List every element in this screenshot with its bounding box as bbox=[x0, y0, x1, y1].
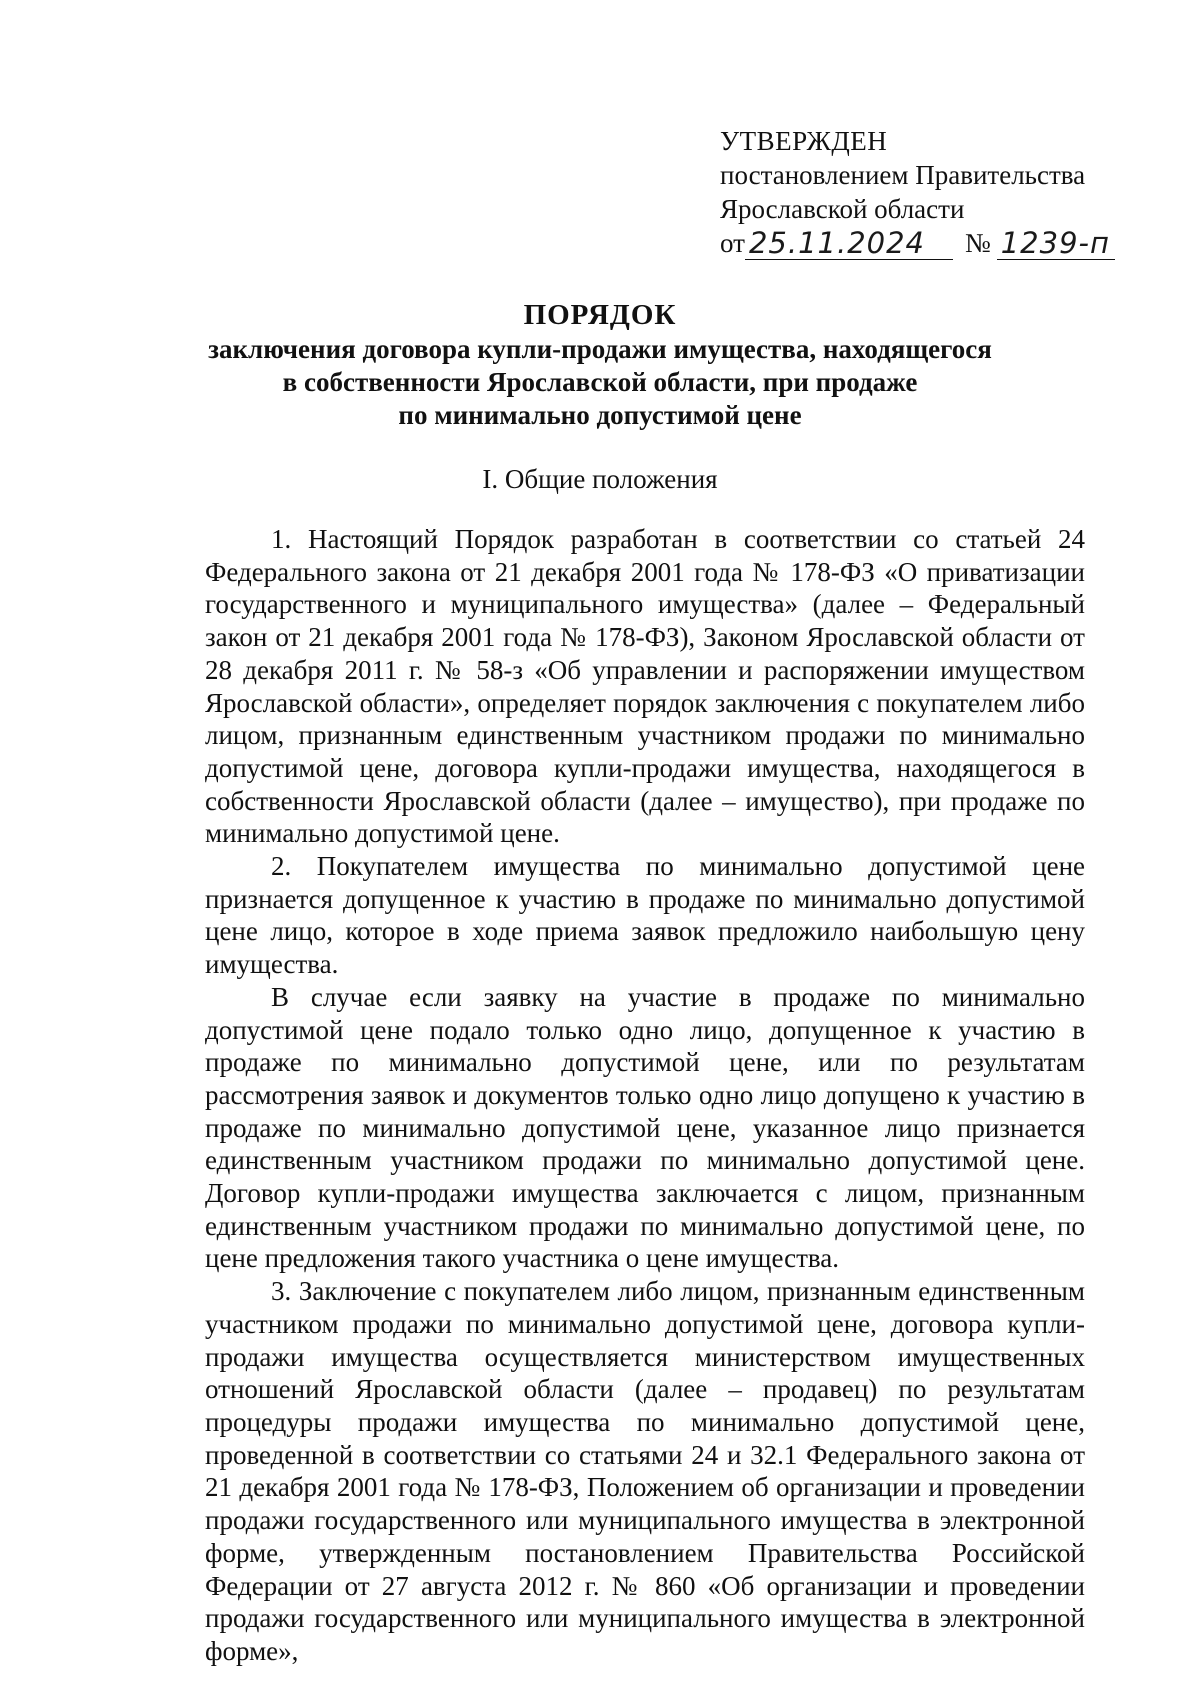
number-sign: № bbox=[964, 228, 991, 258]
title-sub-line-1: заключения договора купли-продажи имущества, находящегося bbox=[208, 334, 992, 364]
approval-stamp bbox=[720, 124, 1115, 260]
title-sub-line-3: по минимально допустимой цене bbox=[398, 400, 802, 430]
paragraph-1: 1. Настоящий Порядок разработан в соответствии со статьей 24 Федерального закона от 21 декабря 2001 года № 178-ФЗ «О приватизации государственного и муниципального имущества» (далее – Федеральный закон от 21 декабря 2001 года № 178-ФЗ), Законом Ярославской области от 28 декабря 2011 г. № 58-з «Об управлении и распоряжении имуществом Ярославской области», определяет порядок заключения с покупателем либо лицом, признанным единственным участником продажи по минимально допустимой цене, договора купли-продажи имущества, находящегося в собственности Ярославской области (далее – имущество), при продаже по минимально допустимой цене. bbox=[205, 524, 1085, 849]
approval-date-line bbox=[720, 226, 1115, 260]
approval-line-1: постановлением Правительства bbox=[720, 160, 1086, 190]
title-sub-line-2: в собственности Ярославской области, при продаже bbox=[282, 367, 918, 397]
document-body bbox=[205, 523, 1085, 1668]
approval-line-2: Ярославской области bbox=[720, 194, 965, 224]
document-title bbox=[0, 297, 1200, 432]
handwritten-number: 1239-п bbox=[1000, 226, 1110, 260]
number-field bbox=[997, 228, 1115, 260]
date-field bbox=[745, 228, 953, 260]
title-main: ПОРЯДОК bbox=[523, 299, 677, 331]
paragraph-2: 2. Покупателем имущества по минимально допустимой цене признается допущенное к участию в продаже по минимально допустимой цене лицо, которое в ходе приема заявок предложило наибольшую цену имущества. bbox=[205, 851, 1085, 980]
date-prefix: от bbox=[720, 228, 745, 258]
paragraph-3: В случае если заявку на участие в продаже по минимально допустимой цене подало только одно лицо, допущенное к участию в продаже по минимально допустимой цене, или по результатам рассмотрения заявок и документов только одно лицо допущено к участию в продаже по минимально допустимой цене, указанное лицо признается единственным участником продажи по минимально допустимой цене. Договор купли-продажи имущества заключается с лицом, признанным единственным участником продажи по минимально допустимой цене, по цене предложения такого участника о цене имущества. bbox=[205, 981, 1085, 1274]
handwritten-date: 25.11.2024 bbox=[748, 226, 925, 260]
paragraph-4: 3. Заключение с покупателем либо лицом, признанным единственным участником продажи по минимально допустимой цене, договора купли-продажи имущества осуществляется министерством имущественных отношений Ярославской области (далее – продавец) по результатам процедуры продажи имущества по минимально допустимой цене, проведенной в соответствии со статьями 24 и 32.1 Федерального закона от 21 декабря 2001 года № 178-ФЗ, Положением об организации и проведении продажи государственного или муниципального имущества в электронной форме, утвержденным постановлением Правительства Российской Федерации от 27 августа 2012 г. № 860 «Об организации и проведении продажи государственного или муниципального имущества в электронной форме», bbox=[205, 1276, 1085, 1666]
approval-heading: УТВЕРЖДЕН bbox=[720, 126, 888, 156]
section-heading: I. Общие положения bbox=[482, 464, 718, 494]
